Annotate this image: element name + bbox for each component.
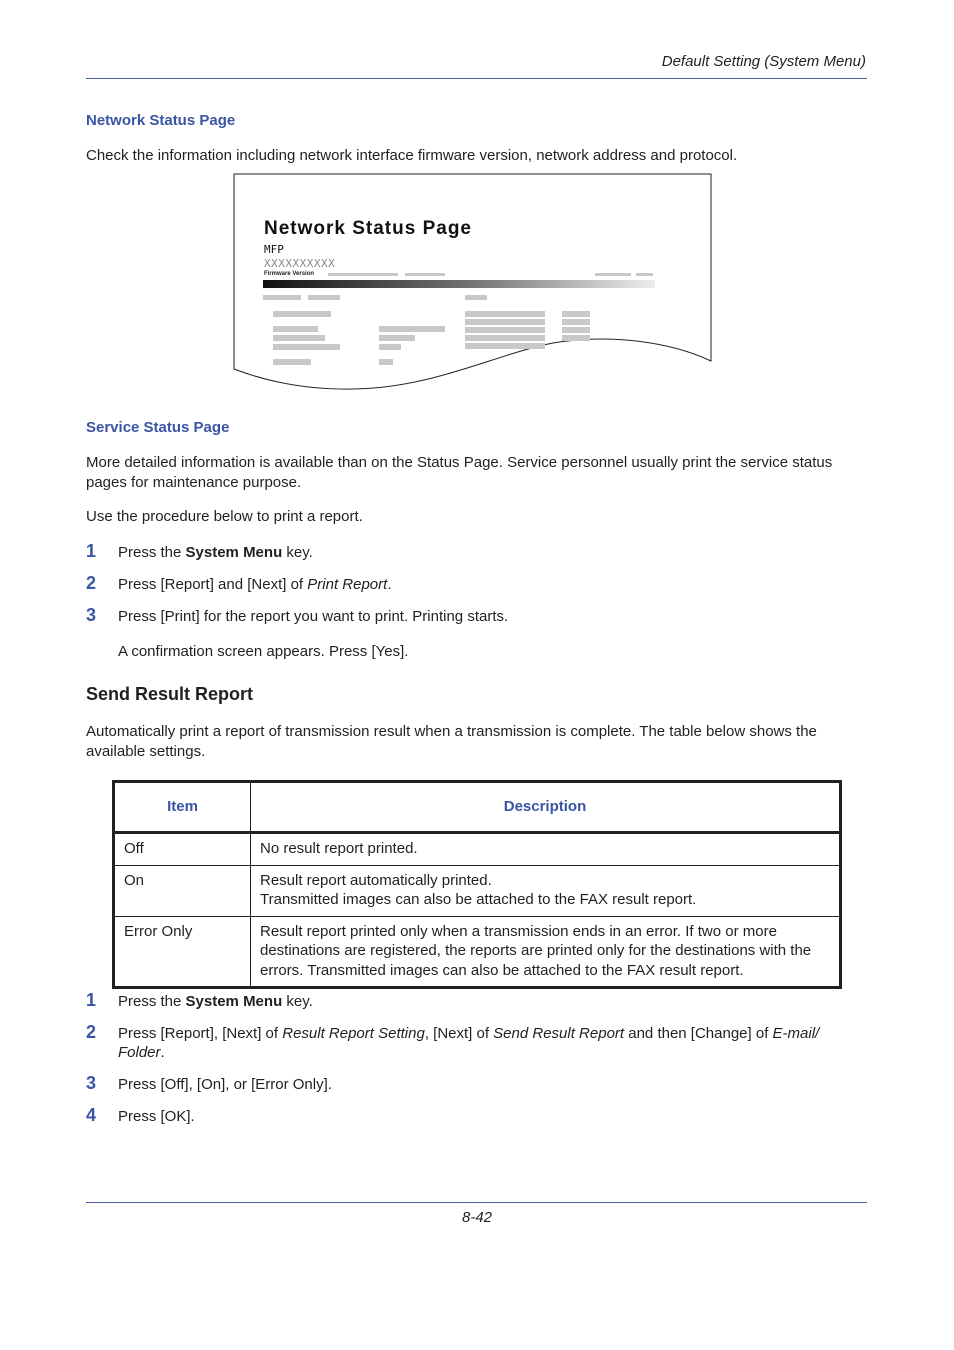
network-status-heading: Network Status Page — [86, 112, 236, 129]
confirmation-note: A confirmation screen appears. Press [Yes]. — [118, 643, 409, 660]
step-text: Press [OK]. — [118, 1108, 195, 1125]
step-text: Press [Report], [Next] of Result Report Setting, [Next] of Send Result Report and then [Change] of E-mail/ Folder. — [118, 1025, 820, 1061]
step-text: Press [Report] and [Next] of Print Report. — [118, 576, 392, 593]
description-cell: Result report automatically printed. Transmitted images can also be attached to the FAX result report. — [251, 865, 841, 916]
network-status-description: Check the information including network interface firmware version, network address and protocol. — [86, 147, 738, 164]
service-status-heading: Service Status Page — [86, 419, 230, 436]
procedure-intro: Use the procedure below to print a report. — [86, 508, 363, 525]
description-cell: Result report printed only when a transmission ends in an error. If two or more destinations are registered, the reports are printed only for the destinations with the errors. Transmitted images can also be attached to the FAX result report. — [251, 916, 841, 988]
illustration-title: Network Status Page — [264, 218, 472, 239]
step-number: 1 — [86, 990, 97, 1010]
network-status-page-illustration — [233, 173, 713, 393]
step-number: 4 — [86, 1105, 97, 1125]
step-text: Press the System Menu key. — [118, 993, 313, 1010]
illustration-model: MFP — [264, 243, 284, 256]
table-row — [114, 865, 841, 916]
table-header-row — [114, 782, 841, 833]
description-cell: No result report printed. — [251, 833, 841, 866]
column-header-description: Description — [251, 782, 841, 833]
item-cell: Off — [114, 833, 251, 866]
illustration-firmware-label: Firmware Version — [264, 271, 315, 277]
step-number: 2 — [86, 573, 97, 593]
step-text: Press [Print] for the report you want to print. Printing starts. — [118, 608, 509, 625]
footer-rule — [86, 1202, 867, 1203]
settings-table — [112, 780, 842, 989]
step-number: 3 — [86, 1073, 97, 1093]
step-text: Press [Off], [On], or [Error Only]. — [118, 1076, 332, 1093]
header-rule — [86, 78, 867, 79]
step-text: Press the System Menu key. — [118, 544, 313, 561]
step-number: 3 — [86, 605, 97, 625]
table-row — [114, 833, 841, 866]
send-result-heading: Send Result Report — [86, 684, 254, 704]
step-number: 1 — [86, 541, 97, 561]
table-row — [114, 916, 841, 988]
item-cell: On — [114, 865, 251, 916]
service-status-description: More detailed information is available than on the Status Page. Service personnel usually print the service status pages for maintenance purpose. — [86, 454, 833, 491]
item-cell: Error Only — [114, 916, 251, 988]
step-number: 2 — [86, 1022, 97, 1042]
page-number: 8-42 — [461, 1209, 493, 1226]
column-header-item: Item — [114, 782, 251, 833]
send-result-description: Automatically print a report of transmission result when a transmission is complete. The table below shows the available settings. — [86, 723, 817, 760]
illustration-serial: XXXXXXXXXX — [264, 257, 336, 270]
running-header: Default Setting (System Menu) — [661, 53, 866, 70]
